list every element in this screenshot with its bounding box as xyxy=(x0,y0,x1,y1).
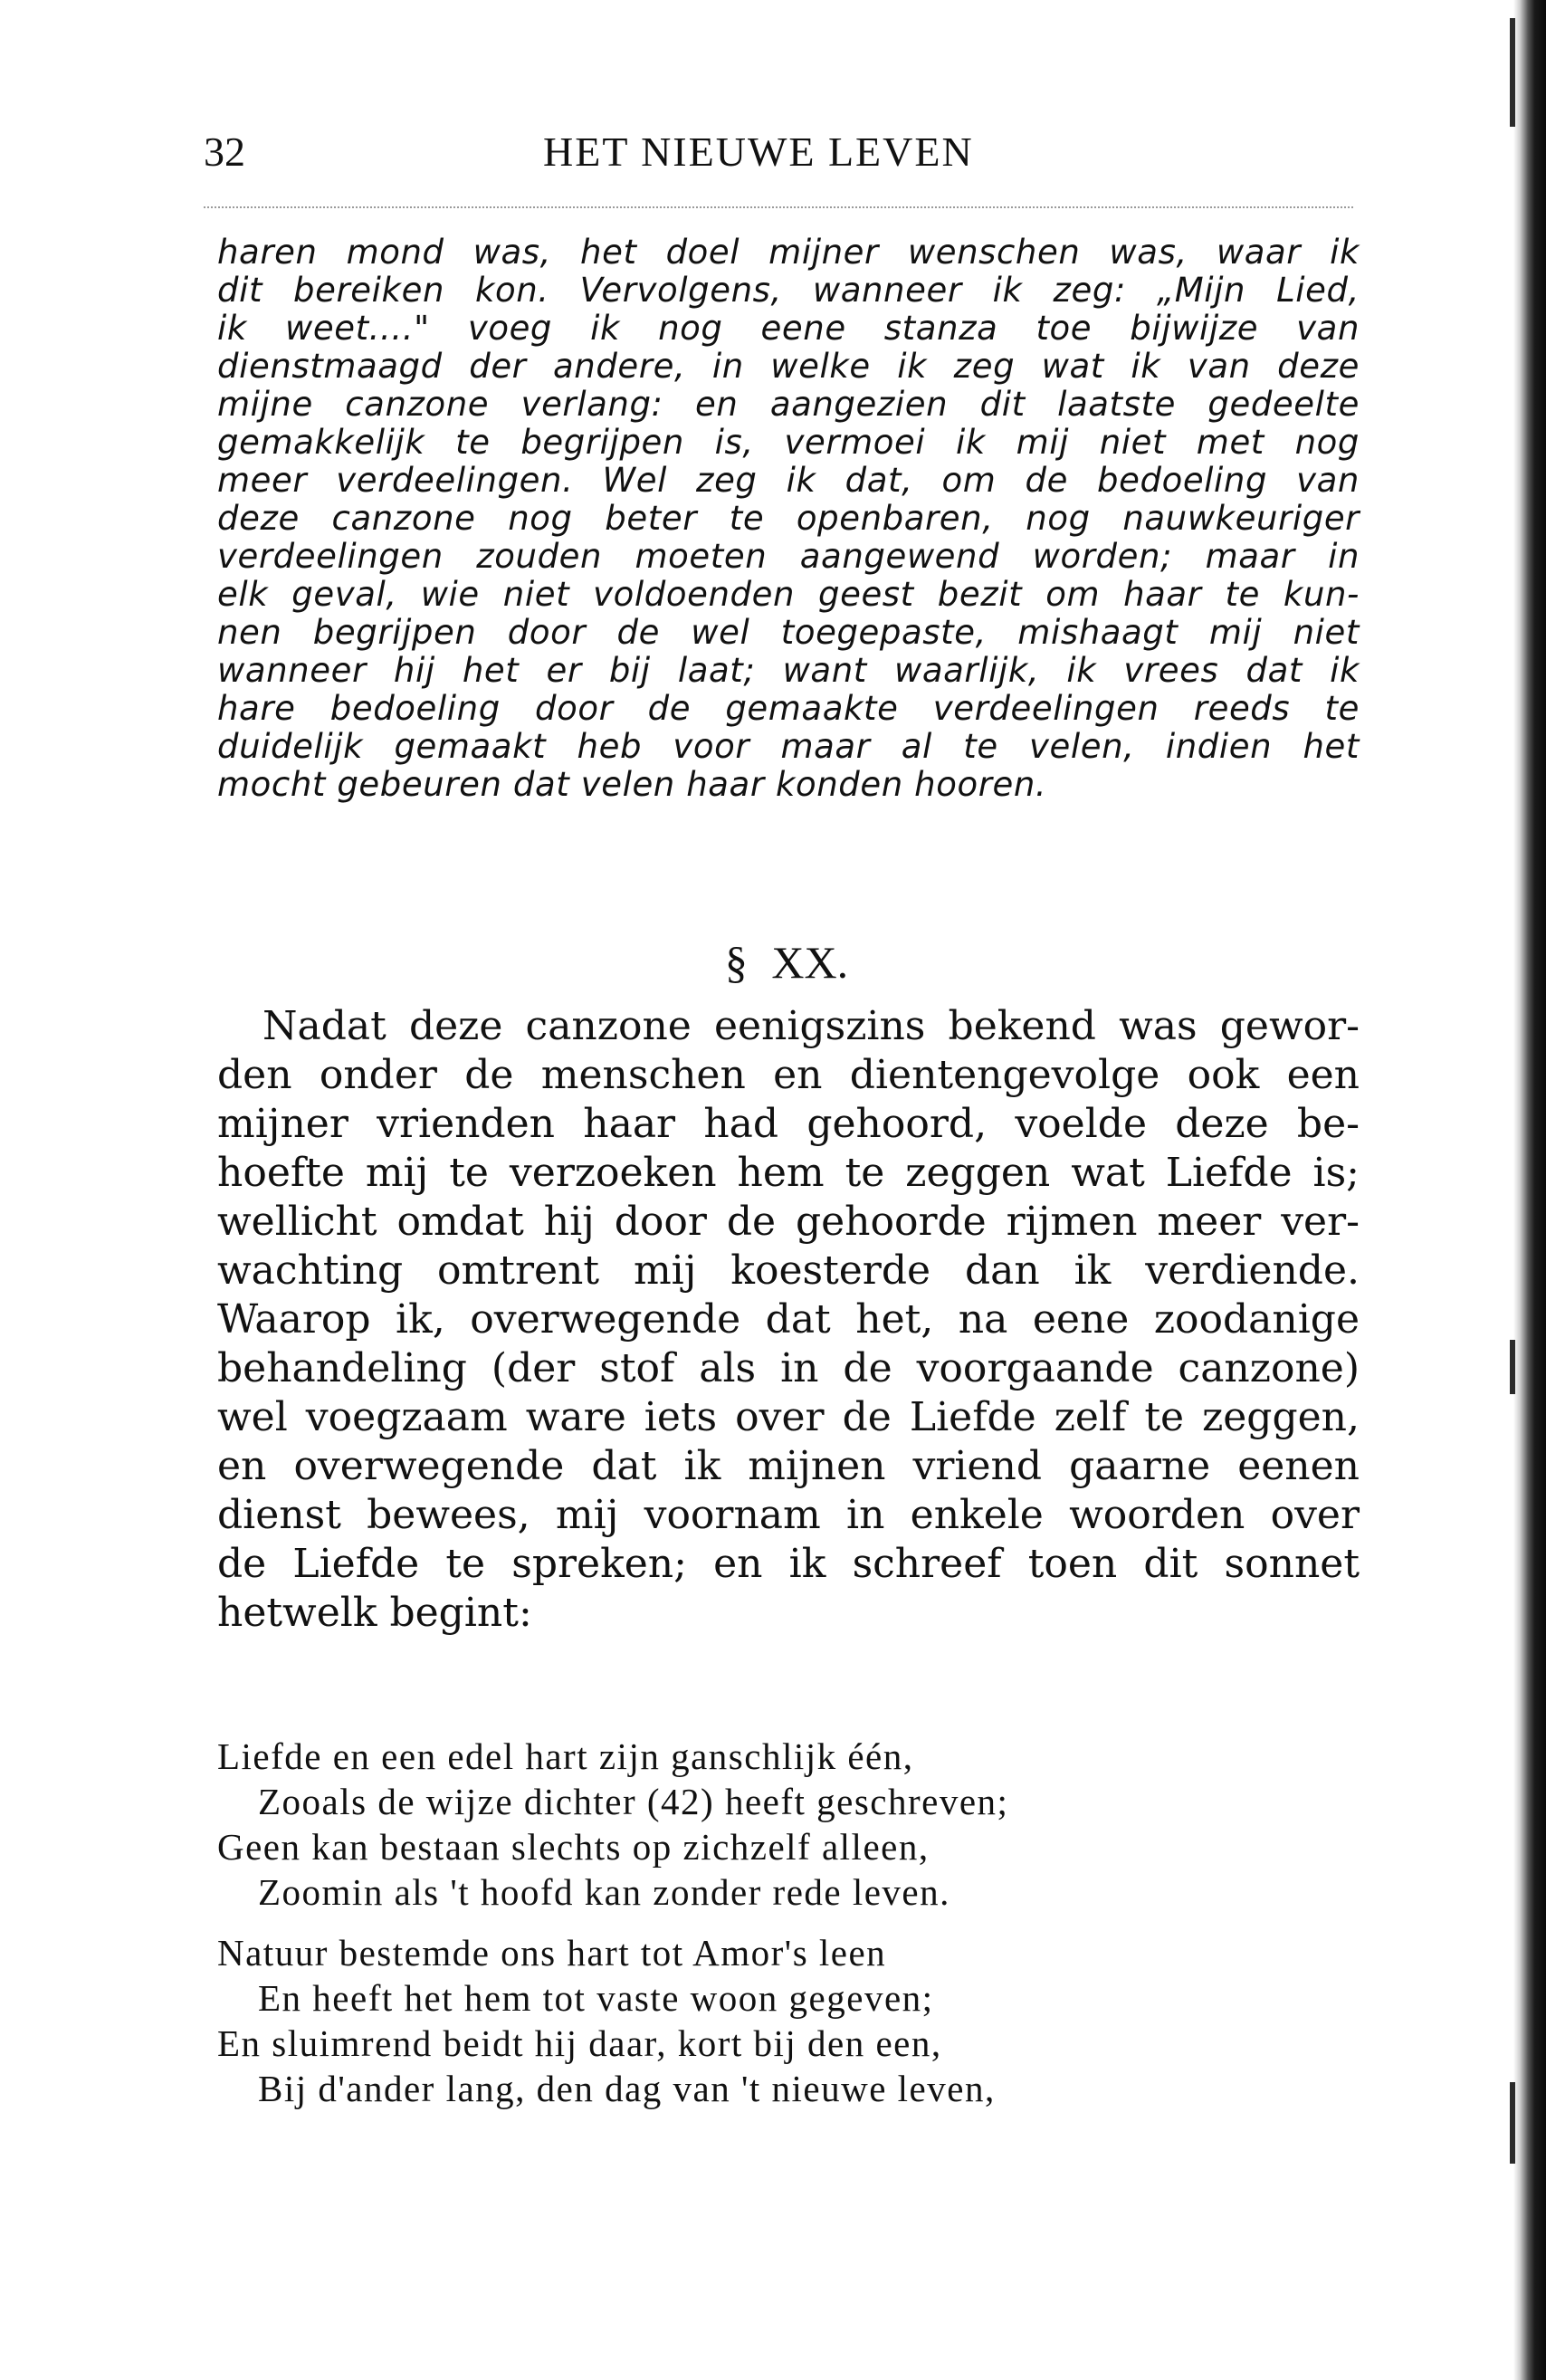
text-line: mijne canzone verlang: en aangezien dit laatste gedeelte xyxy=(217,385,1360,424)
text-line: de Liefde te spreken; en ik schreef toen dit sonnet xyxy=(217,1541,1360,1587)
section-number: XX. xyxy=(771,937,849,988)
poem-line: En sluimrend beidt hij daar, kort bij den een, xyxy=(217,2022,942,2064)
poem-line: Bij d'ander lang, den dag van 't nieuwe leven, xyxy=(258,2068,996,2109)
italic-paragraph xyxy=(217,234,1360,804)
text-line: haren mond was, het doel mijner wenschen was, waar ik xyxy=(217,233,1360,272)
section-symbol: § xyxy=(724,937,748,988)
text-line: hoefte mij te verzoeken hem te zeggen wat Liefde is; xyxy=(217,1150,1360,1196)
poem-stanza xyxy=(217,1734,1303,1915)
text-line: den onder de menschen en dientengevolge ook een xyxy=(217,1052,1360,1098)
text-line: hetwelk begint: xyxy=(217,1590,532,1636)
text-line: gemakkelijk te begrijpen is, vermoei ik mij niet met nog xyxy=(217,423,1360,462)
text-line: wel voegzaam ware iets over de Liefde zelf te zeggen, xyxy=(217,1394,1360,1440)
text-line: verdeelingen zouden moeten aangewend worden; maar in xyxy=(217,537,1360,576)
text-line: wanneer hij het er bij laat; want waarlijk, ik vrees dat ik xyxy=(217,651,1360,690)
page-header xyxy=(204,125,1353,188)
text-line: meer verdeelingen. Wel zeg ik dat, om de bedoeling van xyxy=(217,461,1360,500)
poem-line: Geen kan bestaan slechts op zichzelf alleen, xyxy=(217,1826,930,1868)
text-line: en overwegende dat ik mijnen vriend gaarne eenen xyxy=(217,1443,1360,1489)
body-paragraph xyxy=(217,1002,1360,1638)
section-heading xyxy=(0,935,1546,989)
text-line: dienst bewees, mij voornam in enkele woorden over xyxy=(217,1492,1360,1538)
poem-line: Liefde en een edel hart zijn ganschlijk één, xyxy=(217,1735,914,1777)
text-line: Waarop ik, overwegende dat het, na eene zoodanige xyxy=(217,1296,1360,1343)
text-line: nen begrijpen door de wel toegepaste, mishaagt mij niet xyxy=(217,613,1360,652)
binding-edge xyxy=(1513,0,1546,2380)
text-line: deze canzone nog beter te openbaren, nog nauwkeuriger xyxy=(217,499,1360,538)
header-rule xyxy=(204,206,1353,208)
text-line: mocht gebeuren dat velen haar konden hooren. xyxy=(217,765,1047,804)
text-line: behandeling (der stof als in de voorgaande canzone) xyxy=(217,1345,1360,1391)
poem-line: Natuur bestemde ons hart tot Amor's leen xyxy=(217,1932,887,1974)
page-number: 32 xyxy=(204,129,245,175)
text-line: ik weet...." voeg ik nog eene stanza toe bijwijze van xyxy=(217,309,1360,348)
text-line: mijner vrienden haar had gehoord, voelde deze be- xyxy=(217,1101,1360,1147)
poem-line: En heeft het hem tot vaste woon gegeven; xyxy=(258,1977,934,2019)
binding-speck xyxy=(1510,2082,1515,2164)
poem-line: Zooals de wijze dichter (42) heeft geschreven; xyxy=(258,1781,1009,1822)
binding-speck xyxy=(1510,18,1515,127)
text-line: elk geval, wie niet voldoenden geest bezit om haar te kun- xyxy=(217,575,1360,614)
poem-stanza xyxy=(217,1930,1303,2111)
text-line: dienstmaagd der andere, in welke ik zeg wat ik van deze xyxy=(217,347,1360,386)
text-line: duidelijk gemaakt heb voor maar al te velen, indien het xyxy=(217,727,1360,766)
poem-line: Zoomin als 't hoofd kan zonder rede leven. xyxy=(258,1871,950,1913)
binding-speck xyxy=(1510,1340,1515,1394)
running-title: HET NIEUWE LEVEN xyxy=(543,129,974,175)
text-line: Nadat deze canzone eenigszins bekend was gewor- xyxy=(262,1003,1360,1049)
text-line: wellicht omdat hij door de gehoorde rijmen meer ver- xyxy=(217,1199,1360,1245)
text-line: wachting omtrent mij koesterde dan ik verdiende. xyxy=(217,1247,1360,1294)
text-line: hare bedoeling door de gemaakte verdeelingen reeds te xyxy=(217,689,1360,728)
text-line: dit bereiken kon. Vervolgens, wanneer ik zeg: „Mijn Lied, xyxy=(217,271,1360,310)
